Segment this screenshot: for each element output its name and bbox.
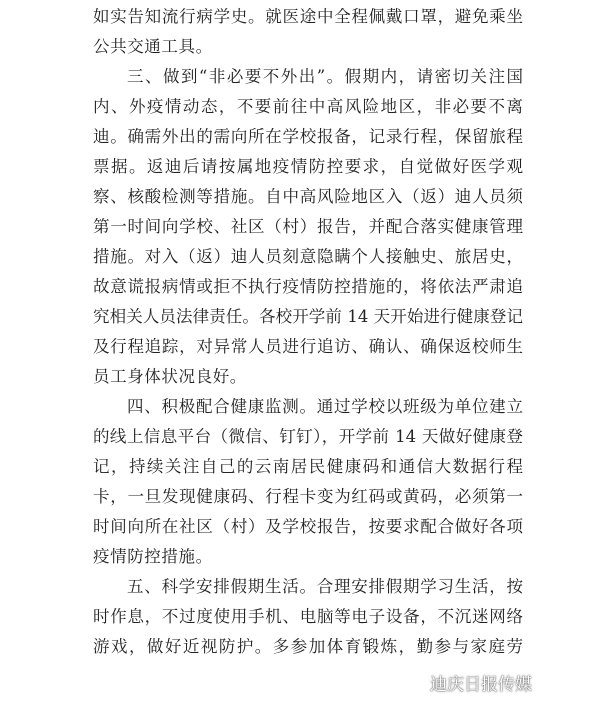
text-line: 四、积极配合健康监测。通过学校以班级为单位建立	[127, 397, 523, 416]
watermark	[402, 674, 532, 696]
wechat-icon	[402, 675, 426, 695]
text-line: 员工身体状况良好。	[93, 367, 247, 386]
text-line: 及行程追踪，对异常人员进行追访、确认、确保返校师生	[93, 337, 523, 356]
text-line: 疫情防控措施。	[93, 547, 213, 566]
text-line: 迪。确需外出的需向所在学校报备，记录行程，保留旅程	[93, 127, 523, 146]
text-line: 察、核酸检测等措施。自中高风险地区入（返）迪人员须	[93, 187, 523, 206]
document-body	[93, 2, 523, 662]
text-line: 记，持续关注自己的云南居民健康码和通信大数据行程	[93, 457, 523, 476]
watermark-text: 迪庆日报传媒	[430, 675, 532, 695]
text-line: 票据。返迪后请按属地疫情防控要求，自觉做好医学观	[93, 157, 523, 176]
text-line: 三、做到“非必要不外出”。假期内，请密切关注国	[127, 67, 523, 86]
text-line: 故意谎报病情或拒不执行疫情防控措施的，将依法严肃追	[93, 277, 523, 296]
text-line: 公共交通工具。	[93, 37, 213, 56]
text-line: 究相关人员法律责任。各校开学前 14 天开始进行健康登记	[93, 307, 523, 326]
text-line: 的线上信息平台（微信、钉钉），开学前 14 天做好健康登	[93, 427, 523, 446]
text-line: 如实告知流行病学史。就医途中全程佩戴口罩，避免乘坐	[93, 7, 523, 26]
text-line: 五、科学安排假期生活。合理安排假期学习生活，按	[127, 577, 523, 596]
text-line: 时间向所在社区（村）及学校报告，按要求配合做好各项	[93, 517, 523, 536]
text-line: 卡，一旦发现健康码、行程卡变为红码或黄码，必须第一	[93, 487, 523, 506]
text-line: 游戏，做好近视防护。多参加体育锻炼，勤参与家庭劳	[93, 637, 523, 656]
text-line: 内、外疫情动态，不要前往中高风险地区，非必要不离	[93, 97, 523, 116]
text-line: 时作息，不过度使用手机、电脑等电子设备，不沉迷网络	[93, 607, 523, 626]
text-line: 第一时间向学校、社区（村）报告，并配合落实健康管理	[93, 217, 523, 236]
text-line: 措施。对入（返）迪人员刻意隐瞒个人接触史、旅居史，	[93, 247, 523, 266]
